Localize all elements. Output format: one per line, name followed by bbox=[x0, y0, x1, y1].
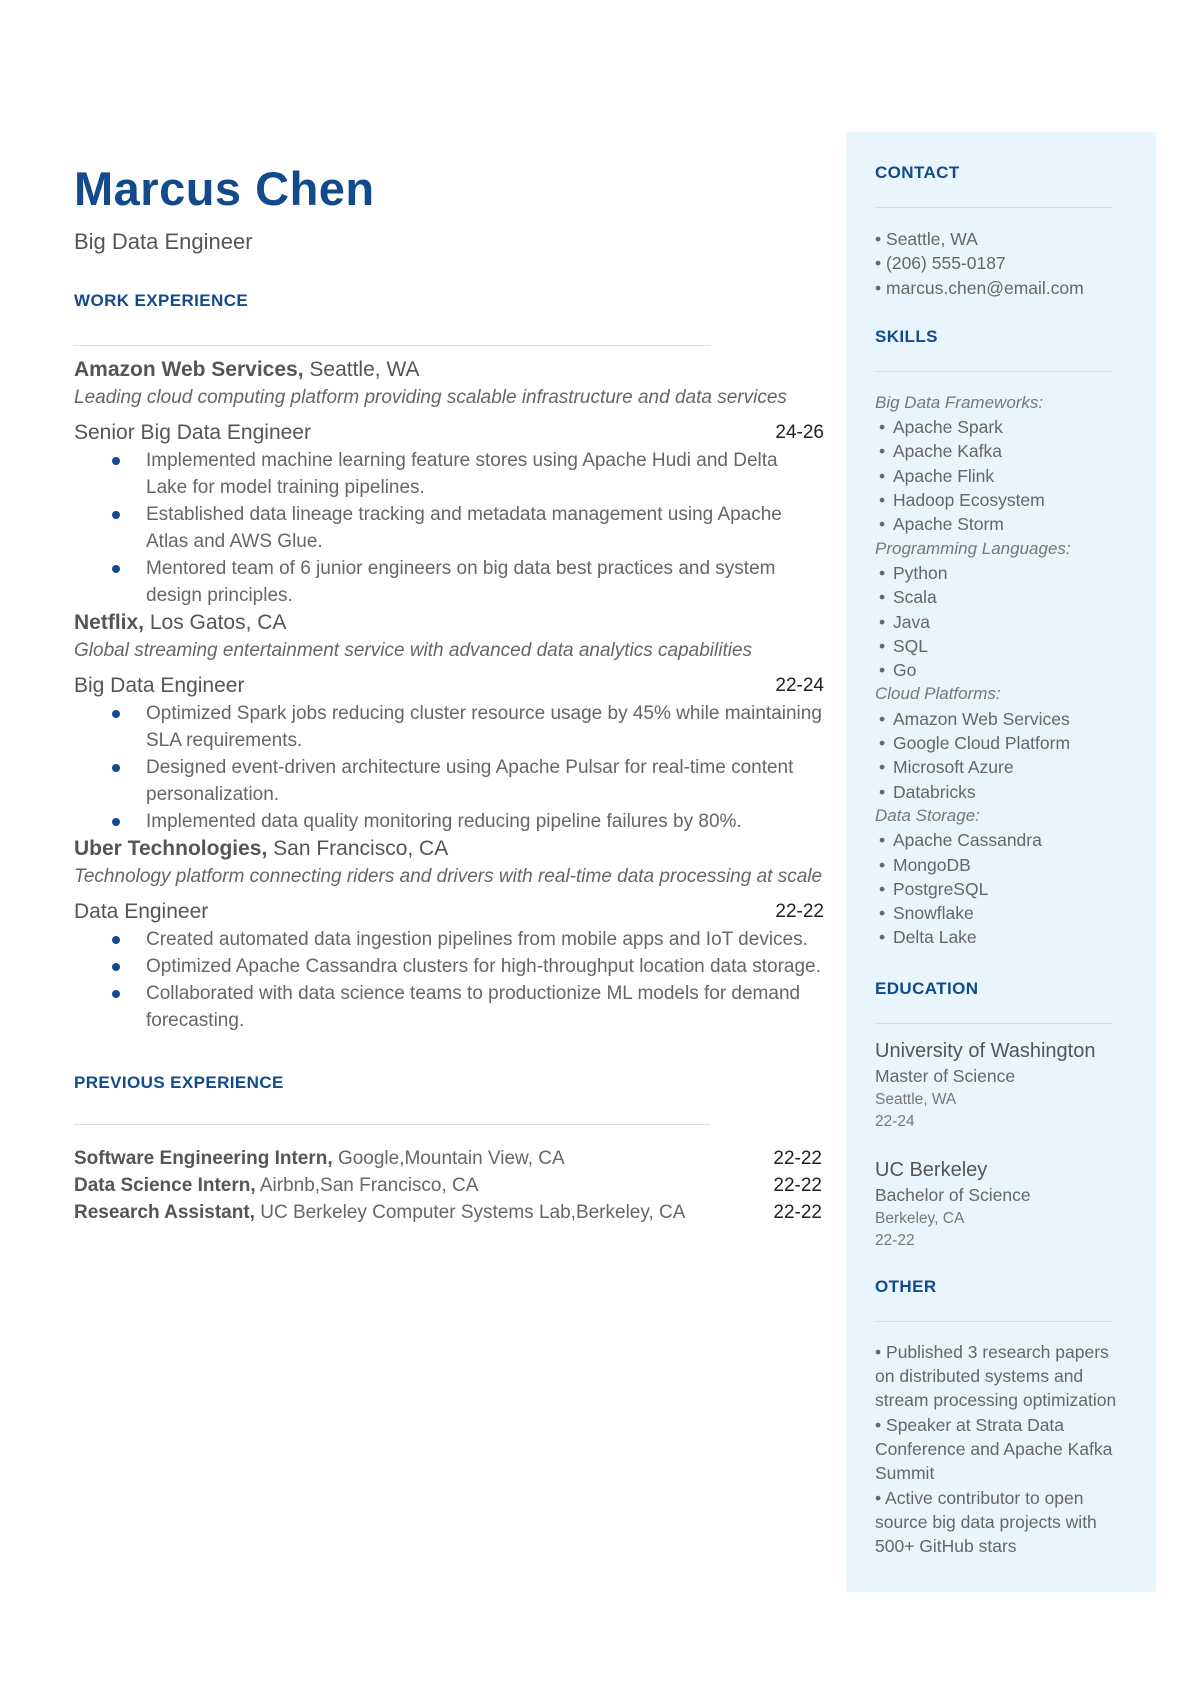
bullet-dot-icon: • bbox=[875, 1414, 882, 1435]
bullet-text: Implemented data quality monitoring reducing pipeline failures by 80%. bbox=[146, 811, 742, 832]
other-item bbox=[875, 1340, 1128, 1413]
other-divider bbox=[875, 1321, 1113, 1322]
education-date: 22-22 bbox=[875, 1231, 915, 1249]
skills-list bbox=[875, 391, 1128, 950]
previous-experience-row bbox=[74, 1145, 824, 1172]
other-text: Published 3 research papers on distributed systems and stream processing optimization bbox=[875, 1341, 1117, 1411]
previous-experience-row bbox=[74, 1172, 824, 1199]
previous-experience-entry bbox=[74, 1145, 565, 1172]
bullet-list bbox=[74, 700, 824, 835]
education-entry bbox=[875, 1157, 1128, 1252]
skill-item bbox=[875, 828, 1128, 852]
bullet-dot-icon: • bbox=[879, 587, 886, 608]
skill-text: Apache Cassandra bbox=[893, 830, 1042, 851]
bullet-text: Created automated data ingestion pipelines from mobile apps and IoT devices. bbox=[146, 929, 808, 950]
bullet-dot-icon: • bbox=[879, 562, 886, 583]
bullet-dot-icon: • bbox=[879, 611, 886, 632]
job-entry bbox=[74, 609, 824, 835]
company-description: Leading cloud computing platform providing scalable infrastructure and data services bbox=[74, 387, 787, 408]
bullet-dot-icon: • bbox=[875, 1341, 882, 1362]
previous-experience-entry bbox=[74, 1172, 478, 1199]
contact-text: Seattle, WA bbox=[886, 229, 978, 249]
previous-org: UC Berkeley Computer Systems Lab,Berkeley, CA bbox=[260, 1202, 686, 1223]
bullet-text: Optimized Apache Cassandra clusters for high-throughput location data storage. bbox=[146, 956, 821, 977]
skill-item bbox=[875, 439, 1128, 463]
bullet-item bbox=[74, 953, 824, 980]
bullet-dot-icon bbox=[112, 963, 120, 971]
bullet-dot-icon: • bbox=[875, 253, 882, 274]
skill-item bbox=[875, 925, 1128, 949]
bullet-dot-icon: • bbox=[879, 514, 886, 535]
bullet-dot-icon: • bbox=[879, 660, 886, 681]
bullet-dot-icon bbox=[112, 565, 120, 573]
skill-text: Delta Lake bbox=[893, 927, 977, 948]
skill-item bbox=[875, 634, 1128, 658]
company-location: San Francisco, CA bbox=[273, 837, 449, 860]
job-entry bbox=[74, 835, 824, 1034]
role-row bbox=[74, 672, 824, 700]
skill-text: Hadoop Ecosystem bbox=[893, 490, 1045, 511]
bullet-dot-icon bbox=[112, 990, 120, 998]
other-text: Speaker at Strata Data Conference and Apache Kafka Summit bbox=[875, 1414, 1113, 1484]
skill-text: Amazon Web Services bbox=[893, 708, 1070, 729]
previous-date: 22-22 bbox=[773, 1148, 822, 1169]
skill-item bbox=[875, 464, 1128, 488]
bullet-dot-icon bbox=[112, 818, 120, 826]
previous-role: Research Assistant, bbox=[74, 1202, 255, 1223]
skill-category: Big Data Frameworks: bbox=[875, 392, 1044, 412]
education-date: 22-24 bbox=[875, 1112, 915, 1130]
bullet-dot-icon: • bbox=[879, 830, 886, 851]
contact-text: marcus.chen@email.com bbox=[886, 277, 1084, 298]
skill-text: Google Cloud Platform bbox=[893, 733, 1071, 754]
bullet-text: Implemented machine learning feature stores using Apache Hudi and Delta Lake for model training pipelines. bbox=[146, 450, 778, 498]
skill-text: Go bbox=[893, 660, 917, 681]
role-title: Big Data Engineer bbox=[74, 674, 245, 697]
bullet-dot-icon: • bbox=[875, 229, 882, 249]
sidebar bbox=[846, 132, 1156, 1592]
bullet-dot-icon: • bbox=[879, 441, 886, 462]
company-line bbox=[74, 835, 824, 863]
skills-divider bbox=[875, 371, 1113, 372]
candidate-name: Marcus Chen bbox=[74, 162, 375, 215]
role-row bbox=[74, 898, 824, 926]
skill-item bbox=[875, 585, 1128, 609]
other-item bbox=[875, 1486, 1128, 1559]
bullet-list bbox=[74, 447, 824, 609]
bullet-text: Optimized Spark jobs reducing cluster resource usage by 45% while maintaining SLA requirements. bbox=[146, 703, 822, 751]
work-divider bbox=[74, 345, 710, 346]
skill-item bbox=[875, 901, 1128, 925]
skill-text: Databricks bbox=[893, 781, 976, 802]
bullet-dot-icon: • bbox=[879, 708, 886, 729]
skill-item bbox=[875, 415, 1128, 439]
role-title: Data Engineer bbox=[74, 900, 209, 923]
bullet-item bbox=[74, 555, 824, 609]
contact-text: (206) 555-0187 bbox=[886, 253, 1006, 274]
education-location: Seattle, WA bbox=[875, 1090, 957, 1108]
skill-text: Apache Kafka bbox=[893, 441, 1002, 462]
previous-org: Airbnb,San Francisco, CA bbox=[259, 1175, 479, 1196]
company-line bbox=[74, 356, 824, 384]
skill-item bbox=[875, 658, 1128, 682]
bullet-dot-icon: • bbox=[879, 417, 886, 438]
bullet-text: Established data lineage tracking and metadata management using Apache Atlas and AWS Glue. bbox=[146, 504, 782, 552]
role-title: Senior Big Data Engineer bbox=[74, 421, 311, 444]
bullet-item bbox=[74, 754, 824, 808]
bullet-item bbox=[74, 980, 824, 1034]
company-description: Global streaming entertainment service with advanced data analytics capabilities bbox=[74, 640, 753, 661]
skill-text: Python bbox=[893, 562, 948, 583]
education-heading: EDUCATION bbox=[875, 978, 979, 998]
other-text: Active contributor to open source big data projects with 500+ GitHub stars bbox=[875, 1487, 1097, 1557]
skill-item bbox=[875, 488, 1128, 512]
bullet-dot-icon: • bbox=[879, 854, 886, 875]
previous-divider bbox=[74, 1124, 710, 1125]
education-divider bbox=[875, 1023, 1113, 1024]
previous-org: Google,Mountain View, CA bbox=[337, 1148, 565, 1169]
other-item bbox=[875, 1413, 1128, 1486]
role-row bbox=[74, 419, 824, 447]
bullet-text: Collaborated with data science teams to productionize ML models for demand forecasting. bbox=[146, 983, 801, 1031]
bullet-dot-icon: • bbox=[879, 465, 886, 486]
education-location: Berkeley, CA bbox=[875, 1209, 965, 1227]
bullet-dot-icon bbox=[112, 511, 120, 519]
bullet-dot-icon: • bbox=[879, 490, 886, 511]
skill-text: SQL bbox=[893, 635, 929, 656]
previous-experience-row bbox=[74, 1199, 824, 1226]
company-name: Uber Technologies, bbox=[74, 837, 268, 860]
bullet-dot-icon: • bbox=[875, 1487, 882, 1508]
previous-experience-entry bbox=[74, 1199, 685, 1226]
skill-item bbox=[875, 877, 1128, 901]
skill-item bbox=[875, 755, 1128, 779]
bullet-item bbox=[74, 501, 824, 555]
skills-heading: SKILLS bbox=[875, 326, 938, 346]
skill-category: Data Storage: bbox=[875, 805, 980, 825]
bullet-dot-icon: • bbox=[879, 757, 886, 778]
skill-category: Cloud Platforms: bbox=[875, 684, 1001, 704]
contact-item-email bbox=[875, 276, 1128, 300]
education-entry bbox=[875, 1038, 1128, 1133]
company-location: Los Gatos, CA bbox=[149, 611, 287, 634]
skill-text: PostgreSQL bbox=[893, 878, 989, 899]
bullet-dot-icon bbox=[112, 457, 120, 465]
bullet-dot-icon bbox=[112, 764, 120, 772]
role-date: 22-24 bbox=[775, 675, 824, 696]
contact-item-location bbox=[875, 227, 1128, 251]
education-school: University of Washington bbox=[875, 1039, 1096, 1062]
bullet-dot-icon: • bbox=[879, 927, 886, 948]
company-line bbox=[74, 609, 824, 637]
bullet-text: Mentored team of 6 junior engineers on big data best practices and system design principles. bbox=[146, 558, 776, 606]
contact-item-phone bbox=[875, 251, 1128, 275]
other-heading: OTHER bbox=[875, 1276, 937, 1296]
skill-item bbox=[875, 780, 1128, 804]
skill-text: MongoDB bbox=[893, 854, 971, 875]
skill-item bbox=[875, 561, 1128, 585]
candidate-title: Big Data Engineer bbox=[74, 229, 253, 254]
previous-experience-heading: PREVIOUS EXPERIENCE bbox=[74, 1073, 284, 1092]
bullet-dot-icon: • bbox=[879, 733, 886, 754]
bullet-dot-icon bbox=[112, 936, 120, 944]
skill-text: Apache Storm bbox=[893, 514, 1004, 535]
previous-role: Software Engineering Intern, bbox=[74, 1148, 333, 1169]
bullet-item bbox=[74, 700, 824, 754]
skill-text: Java bbox=[893, 611, 930, 632]
bullet-dot-icon bbox=[112, 710, 120, 718]
bullet-dot-icon: • bbox=[879, 903, 886, 924]
previous-experience-list bbox=[74, 1145, 824, 1226]
skill-item bbox=[875, 512, 1128, 536]
work-experience-heading: WORK EXPERIENCE bbox=[74, 291, 249, 310]
bullet-text: Designed event-driven architecture using Apache Pulsar for real-time content personalization. bbox=[146, 757, 794, 805]
bullet-dot-icon: • bbox=[879, 781, 886, 802]
skill-text: Apache Flink bbox=[893, 465, 995, 486]
education-degree: Bachelor of Science bbox=[875, 1184, 1031, 1205]
role-date: 24-26 bbox=[775, 422, 824, 443]
skill-item bbox=[875, 731, 1128, 755]
previous-date: 22-22 bbox=[773, 1202, 822, 1223]
company-name: Netflix, bbox=[74, 611, 145, 634]
previous-role: Data Science Intern, bbox=[74, 1175, 256, 1196]
role-date: 22-22 bbox=[775, 901, 824, 922]
skill-text: Apache Spark bbox=[893, 417, 1003, 438]
bullet-item bbox=[74, 926, 824, 953]
contact-list bbox=[875, 227, 1128, 300]
skill-category: Programming Languages: bbox=[875, 538, 1071, 558]
company-name: Amazon Web Services, bbox=[74, 358, 304, 381]
bullet-item bbox=[74, 808, 824, 835]
other-list bbox=[875, 1340, 1128, 1559]
skill-item bbox=[875, 610, 1128, 634]
skill-text: Scala bbox=[893, 587, 937, 608]
skill-text: Microsoft Azure bbox=[893, 757, 1014, 778]
bullet-list bbox=[74, 926, 824, 1034]
previous-date: 22-22 bbox=[773, 1175, 822, 1196]
education-school: UC Berkeley bbox=[875, 1158, 988, 1181]
skill-item bbox=[875, 707, 1128, 731]
skill-item bbox=[875, 853, 1128, 877]
bullet-dot-icon: • bbox=[879, 878, 886, 899]
bullet-dot-icon: • bbox=[875, 277, 882, 298]
contact-heading: CONTACT bbox=[875, 163, 960, 182]
company-location: Seattle, WA bbox=[309, 358, 420, 381]
education-degree: Master of Science bbox=[875, 1065, 1016, 1086]
main-column bbox=[74, 160, 824, 1226]
skill-text: Snowflake bbox=[893, 903, 974, 924]
bullet-item bbox=[74, 447, 824, 501]
bullet-dot-icon: • bbox=[879, 635, 886, 656]
company-description: Technology platform connecting riders and drivers with real-time data processing at scale bbox=[74, 866, 823, 887]
contact-divider bbox=[875, 207, 1113, 208]
job-entry bbox=[74, 356, 824, 609]
